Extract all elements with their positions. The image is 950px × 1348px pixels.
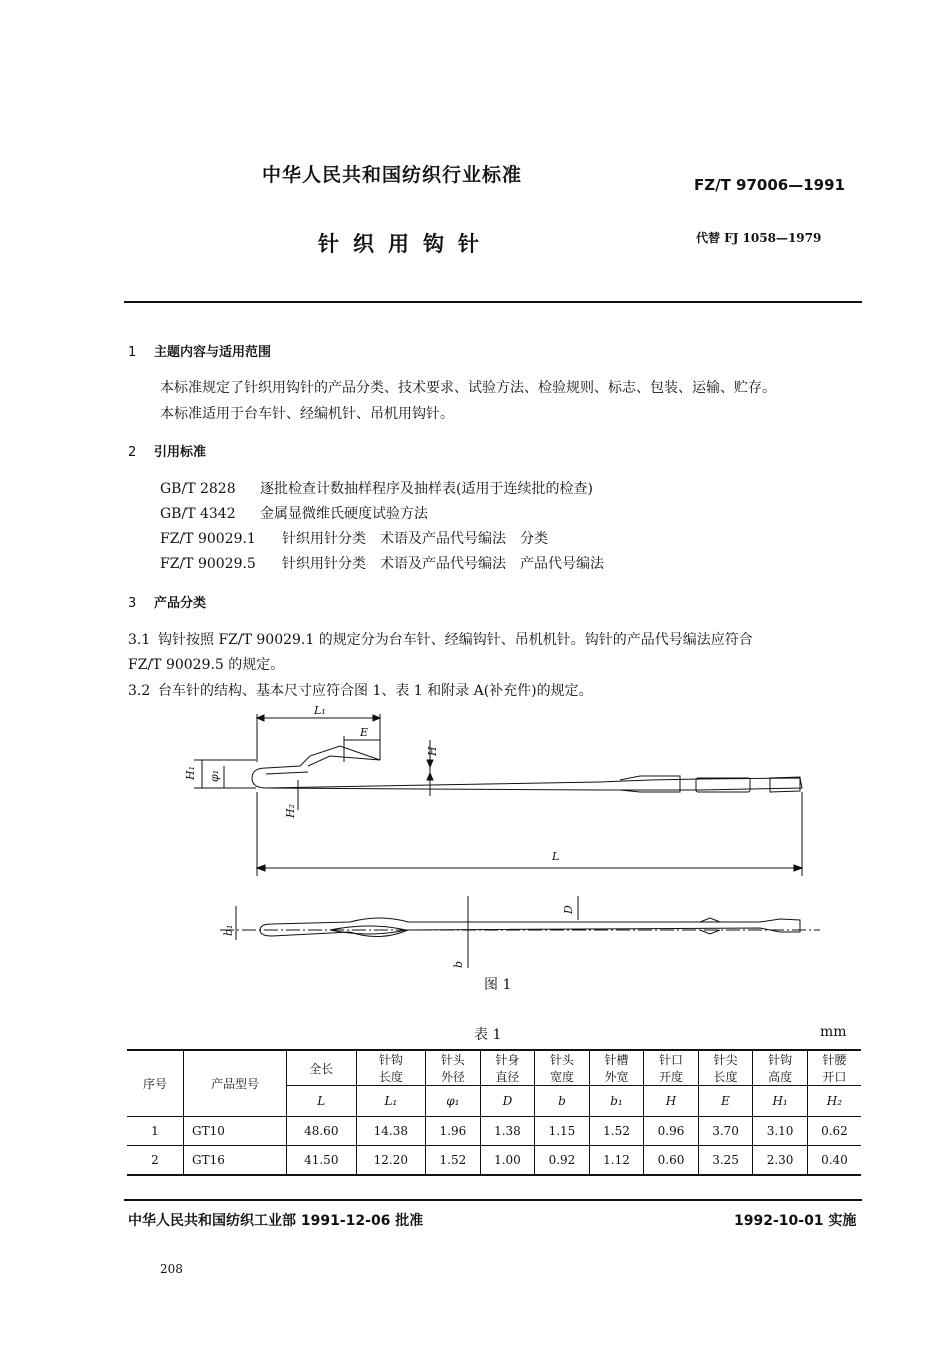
needle-hook [266,746,380,768]
clause-number: 3.1 [128,632,151,648]
cell-value: 41.50 [287,1146,357,1176]
footer-divider [124,1199,862,1201]
label-L1: L₁ [314,704,326,717]
header-cell-param: 针尖 长度 [698,1050,753,1086]
cell-value: 12.20 [356,1146,426,1176]
clause-3-1 [128,629,753,649]
section-number: 1 [128,345,137,360]
section-title: 引用标准 [154,445,207,460]
cell-value: 0.92 [535,1146,590,1176]
spec-table [127,1049,861,1176]
symbol-cell: E [698,1086,753,1117]
paragraph: 本标准适用于台车针、经编机针、吊机用钩针。 [160,406,454,422]
symbol-cell: L₁ [356,1086,426,1117]
cell-value: 1.15 [535,1117,590,1146]
symbol-cell: φ₁ [426,1086,481,1117]
cell-no: 1 [127,1117,184,1146]
needle-side-body [252,768,802,790]
paragraph: 本标准规定了针织用钩针的产品分类、技术要求、试验方法、检验规则、标志、包装、运输、贮存。 [160,380,776,396]
cell-value: 0.60 [644,1146,699,1176]
page-number: 208 [160,1262,183,1276]
reference-code: GB/T 2828 [160,481,236,497]
header-cell-no: 序号 [127,1050,184,1117]
symbol-cell: H₁ [753,1086,808,1117]
section-1-heading [128,341,271,360]
section-number: 3 [128,596,137,611]
cell-value: 0.40 [807,1146,861,1176]
header-divider [124,301,862,303]
table-row [127,1146,861,1176]
label-b1: b₁ [222,924,235,936]
reference-item [160,528,548,548]
cell-no: 2 [127,1146,184,1176]
approval-line: 中华人民共和国纺织工业部 1991-12-06 批准 [128,1213,424,1229]
symbol-cell: H [644,1086,699,1117]
reference-title: 针织用针分类 术语及产品代号编法 分类 [282,531,548,547]
reference-title: 逐批检查计数抽样程序及抽样表(适用于连续批的检查) [260,481,593,497]
reference-title: 针织用针分类 术语及产品代号编法 产品代号编法 [282,556,604,572]
cell-value: 3.70 [698,1117,753,1146]
implementation-date: 1992-10-01 实施 [734,1213,857,1229]
clause-3-1-continued: FZ/T 90029.5 的规定。 [128,657,285,673]
header-cell-param: 针口 开度 [644,1050,699,1086]
org-title: 中华人民共和国纺织行业标准 [262,164,523,186]
cell-value: 1.52 [426,1146,481,1176]
table-row [127,1117,861,1146]
table-caption: 表 1 [474,1027,502,1043]
section-2-heading [128,441,206,460]
section-title: 主题内容与适用范围 [154,345,272,360]
needle-butt [770,777,800,792]
clause-text: 钩针按照 FZ/T 90029.1 的规定分为台车针、经编钩针、吊机机针。钩针的产品代号编法应符合 [158,632,753,648]
figure-1-needle-drawing [180,700,820,975]
needle-plan-view [260,918,800,937]
reference-code: GB/T 4342 [160,506,236,522]
cell-value: 0.96 [644,1117,699,1146]
label-phi1: φ₁ [208,769,221,782]
reference-code: FZ/T 90029.1 [160,531,256,547]
cell-value: 14.38 [356,1117,426,1146]
cell-value: 2.30 [753,1146,808,1176]
symbol-cell: L [287,1086,357,1117]
section-number: 2 [128,445,137,460]
clause-number: 3.2 [128,683,151,699]
reference-item [160,503,428,523]
header-cell-param: 针钩 长度 [356,1050,426,1086]
cell-value: 3.10 [753,1117,808,1146]
needle-plan-notch [700,918,720,934]
figure-caption: 图 1 [484,977,512,993]
label-L: L [552,850,560,863]
label-H1: H₁ [184,765,197,780]
table-unit: mm [820,1024,847,1040]
reference-title: 金属显微维氏硬度试验方法 [260,506,428,522]
cell-value: 0.62 [807,1117,861,1146]
cell-model: GT10 [184,1117,287,1146]
document-title: 针织用钩针 [318,232,493,256]
cell-value: 1.12 [589,1146,644,1176]
cell-value: 1.00 [480,1146,535,1176]
label-H: H [426,746,439,756]
clause-text: 台车针的结构、基本尺寸应符合图 1、表 1 和附录 A(补充件)的规定。 [158,683,593,699]
label-D: D [562,905,575,914]
header-cell-param: 针腰 开口 [807,1050,861,1086]
reference-item [160,478,593,498]
header-cell-param: 针头 宽度 [535,1050,590,1086]
section-title: 产品分类 [154,596,207,611]
reference-code: FZ/T 90029.5 [160,556,256,572]
header-cell-param: 全长 [287,1050,357,1086]
clause-3-2 [128,680,593,700]
needle-hook-inner [266,772,308,774]
header-cell-model: 产品型号 [184,1050,287,1117]
cell-value: 1.96 [426,1117,481,1146]
label-H2: H₂ [284,803,297,818]
symbol-cell: D [480,1086,535,1117]
header-cell-param: 针钩 高度 [753,1050,808,1086]
header-cell-param: 针头 外径 [426,1050,481,1086]
cell-value: 1.38 [480,1117,535,1146]
label-b: b [452,960,465,968]
cell-value: 3.25 [698,1146,753,1176]
standard-number: FZ/T 97006—1991 [694,176,845,194]
cell-model: GT16 [184,1146,287,1176]
cell-value: 48.60 [287,1117,357,1146]
replaces-standard: 代替 FJ 1058—1979 [696,231,822,245]
symbol-cell: b₁ [589,1086,644,1117]
header-cell-param: 针身 直径 [480,1050,535,1086]
symbol-cell: H₂ [807,1086,861,1117]
cell-value: 1.52 [589,1117,644,1146]
symbol-cell: b [535,1086,590,1117]
table-header-row [127,1050,861,1086]
label-E: E [360,726,369,739]
reference-item [160,553,604,573]
section-3-heading [128,592,206,611]
header-cell-param: 针槽 外宽 [589,1050,644,1086]
